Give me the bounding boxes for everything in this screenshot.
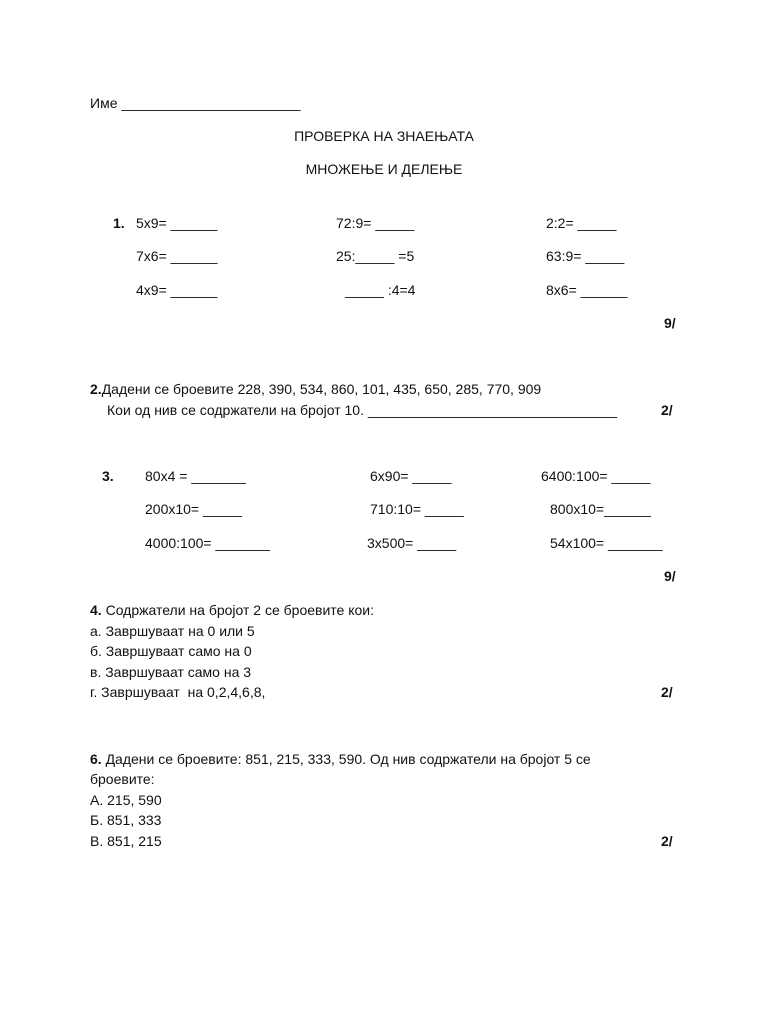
- task1-r2-c1: 7x6= ______: [136, 248, 218, 264]
- task1-points: 9/: [664, 315, 676, 331]
- task1-r3-c1: 4x9= ______: [136, 282, 218, 298]
- task4-option-b: б. Завршуваат само на 0: [90, 643, 252, 659]
- task2-statement: Дадени се броевите 228, 390, 534, 860, 101, 435, 650, 285, 770, 909: [101, 381, 542, 397]
- task1-r2-c3: 63:9= _____: [546, 248, 625, 264]
- page-title: ПРОВЕРКА НА ЗНАЕЊАТА: [294, 128, 474, 144]
- task2-number: 2.: [90, 381, 102, 397]
- task6-option-c: В. 851, 215: [90, 833, 162, 849]
- name-field-label: Име _______________________: [90, 95, 301, 111]
- task6-number: 6.: [90, 751, 102, 767]
- task6-question: Дадени се броевите: 851, 215, 333, 590. Од нив содржатели на бројот 5 се: [101, 751, 591, 767]
- task4-question: Содржатели на бројот 2 се броевите кои:: [101, 602, 375, 618]
- task6-question-line2: броевите:: [90, 771, 155, 787]
- task6-option-a: А. 215, 590: [90, 792, 162, 808]
- task3-r2-c1: 200x10= _____: [145, 501, 242, 517]
- task1-number: 1.: [113, 215, 125, 231]
- task3-r3-c2: 3x500= _____: [367, 535, 457, 551]
- task4-points: 2/: [661, 684, 673, 700]
- task4-number: 4.: [90, 602, 102, 618]
- task1-r3-c3: 8x6= ______: [546, 282, 628, 298]
- task3-points: 9/: [664, 568, 676, 584]
- task3-r2-c3: 800x10=______: [550, 501, 651, 517]
- task1-r1-c2: 72:9= _____: [336, 215, 415, 231]
- task4-question-line: [90, 602, 374, 618]
- task6-points: 2/: [661, 833, 673, 849]
- task3-number: 3.: [102, 468, 114, 484]
- task1-r1-c3: 2:2= _____: [546, 215, 617, 231]
- task3-r1-c3: 6400:100= _____: [541, 468, 651, 484]
- task4-option-a: а. Завршуваат на 0 или 5: [90, 623, 255, 639]
- task3-r1-c2: 6x90= _____: [370, 468, 452, 484]
- task1-r1-c1: 5x9= ______: [136, 215, 218, 231]
- task1-r3-c2: _____ :4=4: [345, 282, 416, 298]
- task4-option-c: в. Завршуваат само на 3: [90, 664, 252, 680]
- task2-question: Кои од нив се содржатели на бројот 10. ________________________________: [107, 402, 618, 418]
- task1-r2-c2: 25:_____ =5: [336, 248, 415, 264]
- task4-option-d: г. Завршуваат на 0,2,4,6,8,: [90, 684, 266, 700]
- task3-r2-c2: 710:10= _____: [370, 501, 464, 517]
- task2-line1: [90, 381, 541, 397]
- task3-r3-c3: 54x100= _______: [550, 535, 663, 551]
- task3-r1-c1: 80x4 = _______: [145, 468, 246, 484]
- task6-question-line1: [90, 751, 591, 767]
- task2-points: 2/: [661, 402, 673, 418]
- task3-r3-c1: 4000:100= _______: [145, 535, 270, 551]
- page-subtitle: МНОЖЕЊЕ И ДЕЛЕЊЕ: [305, 161, 463, 177]
- task6-option-b: Б. 851, 333: [90, 812, 162, 828]
